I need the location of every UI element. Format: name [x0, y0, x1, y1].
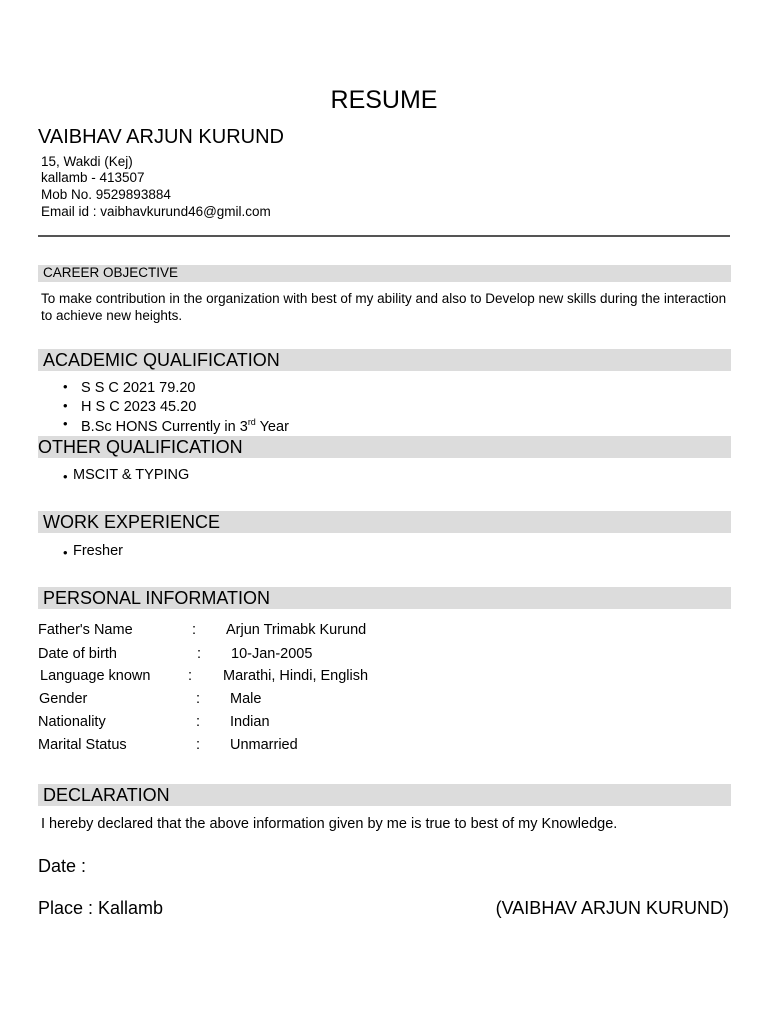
address-line: kallamb - 413507: [41, 170, 145, 185]
section-header-academic: [38, 349, 731, 371]
header-divider: [38, 235, 730, 237]
info-label: Marital Status: [38, 737, 127, 753]
info-separator: :: [196, 714, 201, 730]
section-title: CAREER OBJECTIVE: [43, 265, 179, 280]
bullet-icon: •: [63, 545, 68, 560]
info-separator: :: [197, 646, 202, 662]
superscript: rd: [247, 417, 256, 427]
info-value: Marathi, Hindi, English: [223, 668, 369, 684]
section-title: DECLARATION: [43, 785, 170, 805]
info-value: Unmarried: [230, 737, 298, 753]
info-value: Indian: [230, 714, 270, 730]
section-title: OTHER QUALIFICATION: [38, 437, 243, 457]
info-separator: :: [188, 668, 193, 684]
section-header-work: [38, 511, 731, 533]
info-separator: :: [192, 622, 197, 638]
info-separator: :: [196, 691, 201, 707]
list-item: H S C 2023 45.20: [81, 399, 197, 415]
info-label: Father's Name: [38, 622, 133, 638]
email-address: Email id : vaibhavkurund46@gmil.com: [41, 204, 271, 219]
list-item: S S C 2021 79.20: [81, 380, 196, 396]
section-header-other: [38, 436, 731, 458]
career-objective-text: To make contribution in the organization with best of my ability and also to Develop new skills during the interaction to achieve new heights.: [41, 291, 727, 323]
bullet-icon: •: [63, 379, 68, 394]
info-label: Language known: [40, 668, 151, 684]
info-value: Male: [230, 691, 262, 707]
list-item: Fresher: [73, 543, 123, 559]
bullet-icon: •: [63, 469, 68, 484]
info-value: Arjun Trimabk Kurund: [226, 622, 367, 638]
bullet-icon: •: [63, 398, 68, 413]
section-header-declaration: [38, 784, 731, 806]
page-title: RESUME: [330, 86, 438, 114]
section-title: WORK EXPERIENCE: [43, 512, 221, 532]
list-item: [81, 417, 289, 435]
address-line: 15, Wakdi (Kej): [41, 154, 133, 169]
section-title: ACADEMIC QUALIFICATION: [43, 350, 280, 370]
info-separator: :: [196, 737, 201, 753]
info-value: 10-Jan-2005: [231, 646, 313, 662]
place-label: Place : Kallamb: [38, 898, 164, 918]
info-label: Gender: [39, 691, 88, 707]
list-item-text: B.Sc HONS Currently in 3: [81, 418, 248, 435]
info-label: Date of birth: [38, 646, 117, 662]
signature: (VAIBHAV ARJUN KURUND): [495, 898, 729, 918]
mobile-number: Mob No. 9529893884: [41, 187, 171, 202]
section-title: PERSONAL INFORMATION: [43, 588, 271, 608]
section-header-personal: [38, 587, 731, 609]
declaration-text: I hereby declared that the above information given by me is true to best of my Knowledge.: [41, 816, 618, 832]
info-label: Nationality: [38, 714, 106, 730]
applicant-name: VAIBHAV ARJUN KURUND: [38, 126, 284, 148]
date-label: Date :: [38, 856, 87, 876]
section-header-career: [38, 265, 731, 282]
list-item-text: Year: [255, 418, 289, 435]
bullet-icon: •: [63, 416, 68, 431]
list-item: MSCIT & TYPING: [73, 467, 190, 483]
